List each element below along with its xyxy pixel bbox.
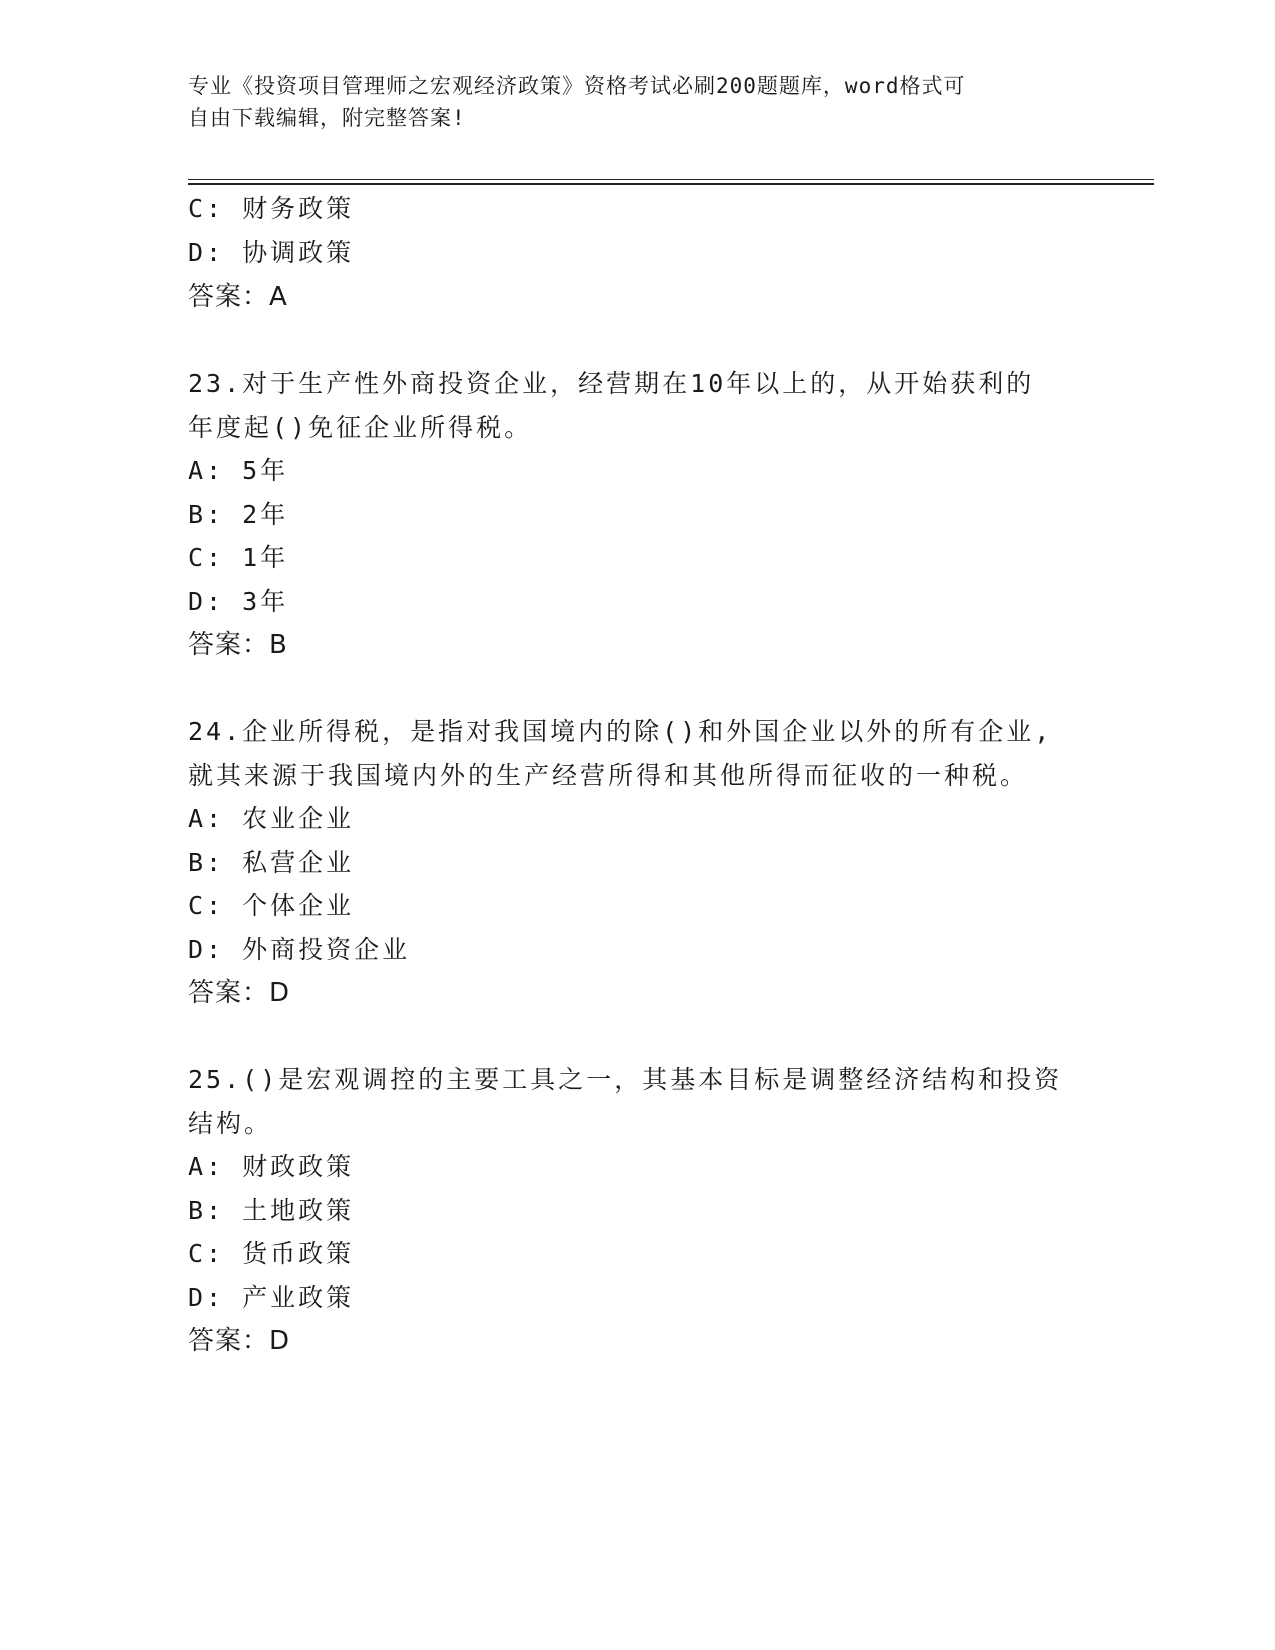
q24-option-d: D: 外商投资企业 xyxy=(188,935,411,964)
q24-answer: 答案：D xyxy=(188,978,291,1008)
q24-option-a: A: 农业企业 xyxy=(188,804,355,833)
q23-option-d: D: 3年 xyxy=(188,587,289,616)
q24-stem-line-1: 24.企业所得税，是指对我国境内的除()和外国企业以外的所有企业, xyxy=(188,717,1053,746)
prev-answer: 答案：A xyxy=(188,282,288,312)
q23-option-a: A: 5年 xyxy=(188,456,289,485)
document-header xyxy=(188,70,1088,134)
header-title-line-2: 自由下载编辑，附完整答案! xyxy=(188,106,466,130)
q23-option-c: C: 1年 xyxy=(188,543,289,572)
header-title-line-1: 专业《投资项目管理师之宏观经济政策》资格考试必刷200题题库，word格式可 xyxy=(188,74,966,98)
q23-option-b: B: 2年 xyxy=(188,500,289,529)
q25-option-c: C: 货币政策 xyxy=(188,1239,355,1268)
q25-option-a: A: 财政政策 xyxy=(188,1152,355,1181)
prev-option-c: C: 财务政策 xyxy=(188,194,355,223)
q23-answer: 答案：B xyxy=(188,630,288,660)
header-divider-thick xyxy=(188,183,1154,185)
q25-option-d: D: 产业政策 xyxy=(188,1283,355,1312)
q24-option-c: C: 个体企业 xyxy=(188,891,355,920)
q25-option-b: B: 土地政策 xyxy=(188,1196,355,1225)
prev-option-d: D: 协调政策 xyxy=(188,238,355,267)
q24-option-b: B: 私营企业 xyxy=(188,848,355,877)
q24-stem-line-2: 就其来源于我国境内外的生产经营所得和其他所得而征收的一种税。 xyxy=(188,761,1029,790)
header-divider-thin xyxy=(188,179,1154,180)
q25-answer: 答案：D xyxy=(188,1326,291,1356)
q25-stem-line-1: 25.()是宏观调控的主要工具之一，其基本目标是调整经济结构和投资 xyxy=(188,1065,1063,1094)
q25-stem-line-2: 结构。 xyxy=(188,1109,273,1138)
q23-stem-line-2: 年度起()免征企业所得税。 xyxy=(188,413,533,442)
q23-stem-line-1: 23.对于生产性外商投资企业，经营期在10年以上的，从开始获利的 xyxy=(188,369,1035,398)
